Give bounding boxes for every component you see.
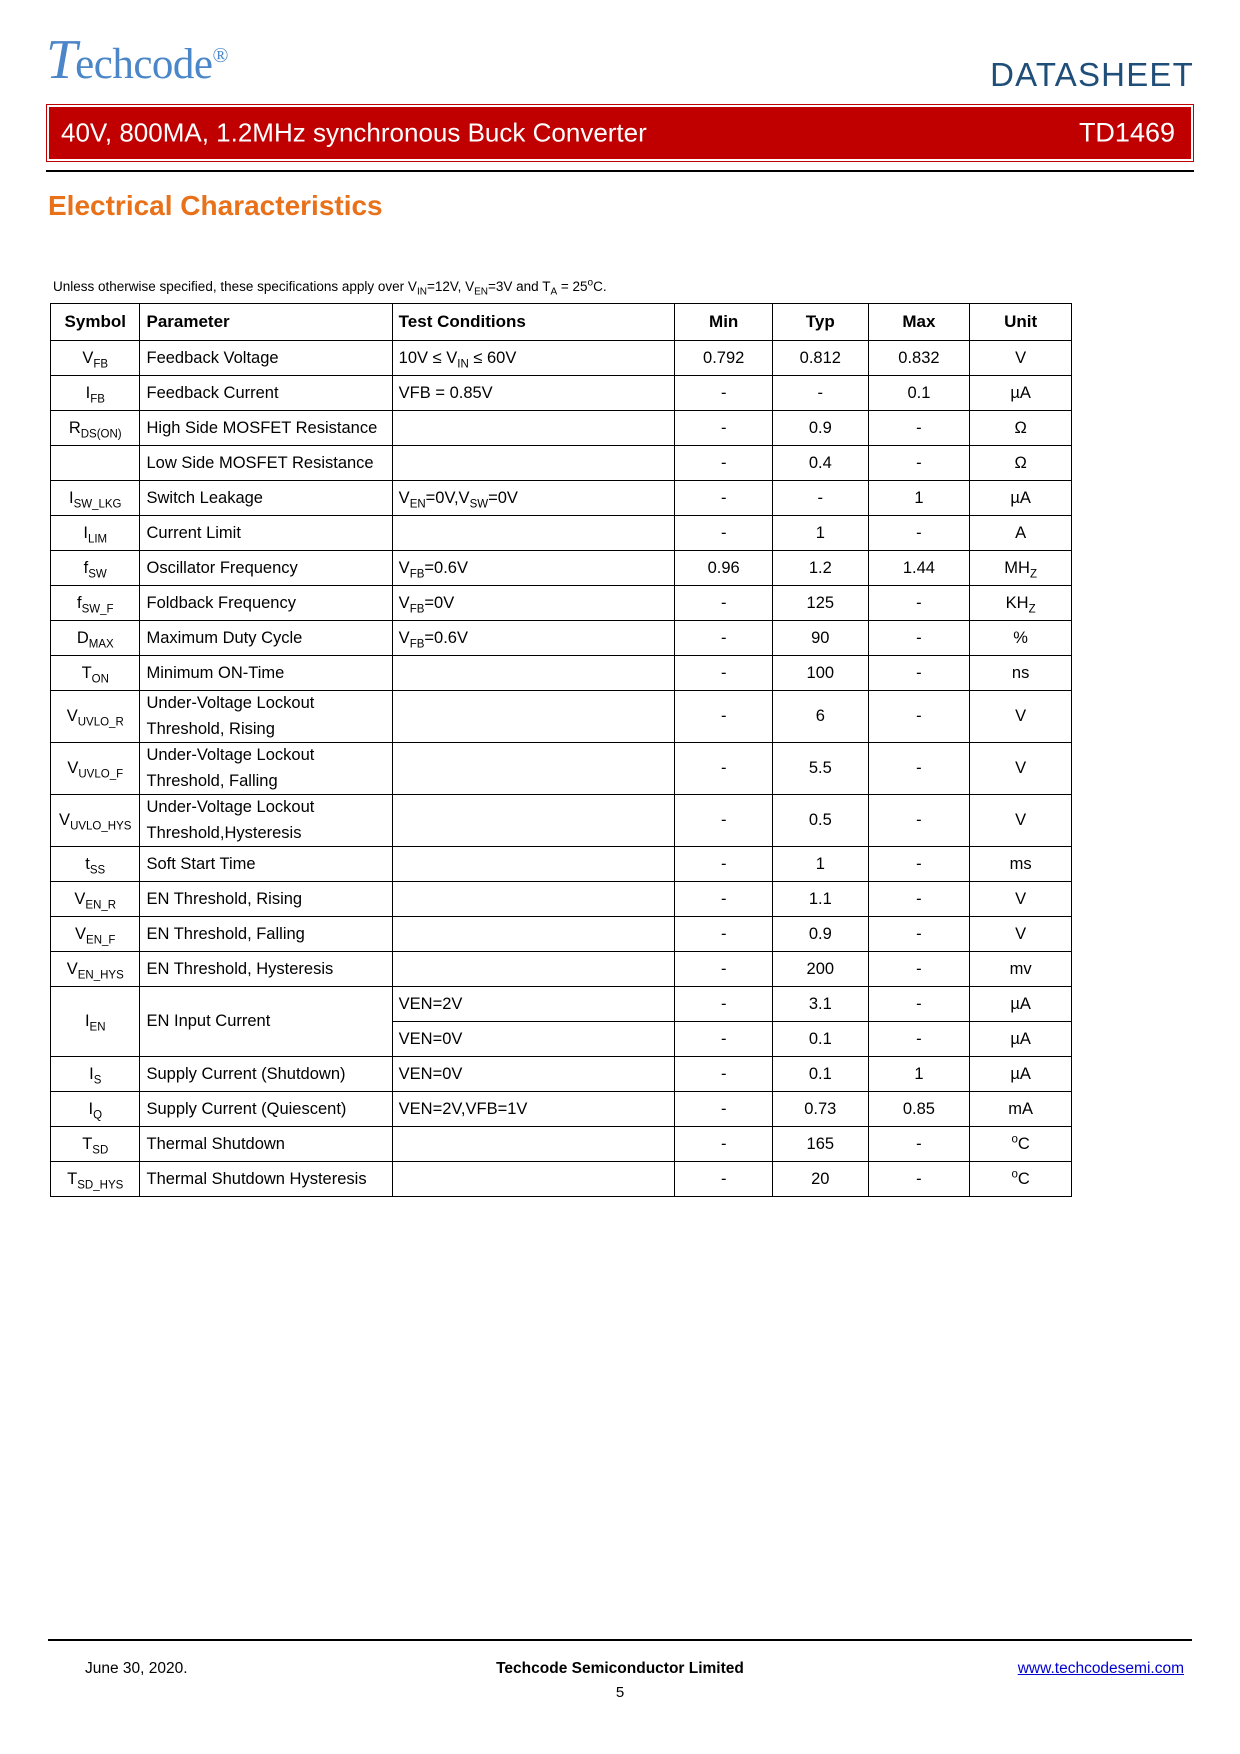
column-header-parameter: Parameter (140, 304, 392, 341)
cell-test-conditions (392, 1162, 675, 1197)
cell-max: - (868, 586, 970, 621)
column-header-typ: Typ (773, 304, 869, 341)
cell-typ: 0.812 (773, 341, 869, 376)
table-row (51, 917, 1072, 952)
cell-min: - (675, 621, 773, 656)
logo-letter-t: T (46, 29, 76, 91)
table-body (51, 341, 1072, 1197)
table-row (51, 586, 1072, 621)
column-header-max: Max (868, 304, 970, 341)
cell-parameter: Feedback Voltage (140, 341, 392, 376)
cell-max: 0.85 (868, 1092, 970, 1127)
cell-symbol: $T_{ON}$ (51, 656, 140, 691)
cell-max: - (868, 882, 970, 917)
cell-parameter: Feedback Current (140, 376, 392, 411)
table-row (51, 376, 1072, 411)
cell-typ: 0.1 (773, 1022, 869, 1057)
cell-unit: ns (970, 656, 1072, 691)
cell-test-conditions: VFB = 0.85V (392, 376, 675, 411)
cell-unit: µA (970, 1057, 1072, 1092)
column-header-min: Min (675, 304, 773, 341)
cell-max: 1 (868, 481, 970, 516)
table-row (51, 952, 1072, 987)
cell-unit: mv (970, 952, 1072, 987)
cell-typ: 1.2 (773, 551, 869, 586)
cell-unit: V (970, 795, 1072, 847)
cell-unit: µA (970, 376, 1072, 411)
cell-unit: % (970, 621, 1072, 656)
conditions-note: Unless otherwise specified, these specifications apply over $V_{IN}=12V$, $V_{EN}=3V$ and $T_A = 25^oC$. (53, 277, 607, 298)
cell-max: - (868, 621, 970, 656)
cell-unit: $^o$C (970, 1127, 1072, 1162)
cell-test-conditions: $V_{FB}=0.6V$ (392, 621, 675, 656)
cell-parameter: EN Threshold, Hysteresis (140, 952, 392, 987)
table-row (51, 847, 1072, 882)
cell-typ: 90 (773, 621, 869, 656)
cell-typ: 1 (773, 516, 869, 551)
cell-max: - (868, 1022, 970, 1057)
cell-parameter: Under-Voltage Lockout Threshold,Hysteresis (140, 795, 392, 847)
page-footer (48, 1654, 1192, 1714)
table-row (51, 987, 1072, 1022)
cell-symbol: $t_{SS}$ (51, 847, 140, 882)
table-row (51, 1162, 1072, 1197)
cell-parameter: Supply Current (Shutdown) (140, 1057, 392, 1092)
cell-test-conditions (392, 952, 675, 987)
cell-test-conditions: VEN=0V (392, 1022, 675, 1057)
cell-min: - (675, 743, 773, 795)
cell-test-conditions (392, 691, 675, 743)
table-header-row (51, 304, 1072, 341)
page-number: 5 (615, 1684, 625, 1701)
cell-parameter: Under-Voltage Lockout Threshold, Falling (140, 743, 392, 795)
cell-typ: 1.1 (773, 882, 869, 917)
cell-test-conditions (392, 411, 675, 446)
product-title: 40V, 800MA, 1.2MHz synchronous Buck Converter (61, 117, 647, 148)
table-row (51, 446, 1072, 481)
cell-test-conditions (392, 1127, 675, 1162)
cell-symbol: $I_Q$ (51, 1092, 140, 1127)
cell-max: - (868, 516, 970, 551)
cell-min: - (675, 376, 773, 411)
table-row (51, 743, 1072, 795)
cell-symbol: $V_{UVLO\_HYS}$ (51, 795, 140, 847)
cell-symbol: $I_S$ (51, 1057, 140, 1092)
cell-test-conditions (392, 656, 675, 691)
cell-min: - (675, 656, 773, 691)
cell-unit: V (970, 743, 1072, 795)
cell-max: - (868, 656, 970, 691)
document-type-label: DATASHEET (990, 56, 1194, 93)
cell-unit: $^o$C (970, 1162, 1072, 1197)
cell-parameter: Thermal Shutdown Hysteresis (140, 1162, 392, 1197)
cell-unit: $MH_Z$ (970, 551, 1072, 586)
cell-min: - (675, 1022, 773, 1057)
cell-parameter: Minimum ON-Time (140, 656, 392, 691)
cell-symbol: $I_{FB}$ (51, 376, 140, 411)
cell-max: - (868, 446, 970, 481)
column-header-symbol: Symbol (51, 304, 140, 341)
table-row (51, 691, 1072, 743)
table-row (51, 1127, 1072, 1162)
cell-test-conditions (392, 917, 675, 952)
cell-unit: µA (970, 1022, 1072, 1057)
cell-test-conditions: $V_{FB}=0.6V$ (392, 551, 675, 586)
cell-parameter: Under-Voltage Lockout Threshold, Rising (140, 691, 392, 743)
cell-symbol (51, 446, 140, 481)
cell-max: - (868, 917, 970, 952)
cell-max: - (868, 691, 970, 743)
cell-unit: Ω (970, 411, 1072, 446)
cell-typ: - (773, 376, 869, 411)
cell-min: - (675, 1127, 773, 1162)
cell-test-conditions: $V_{FB}=0V$ (392, 586, 675, 621)
cell-symbol: $V_{EN\_F}$ (51, 917, 140, 952)
cell-min: - (675, 1162, 773, 1197)
cell-test-conditions (392, 847, 675, 882)
table-row (51, 656, 1072, 691)
cell-typ: 200 (773, 952, 869, 987)
cell-max: - (868, 795, 970, 847)
cell-max: - (868, 847, 970, 882)
cell-symbol: $I_{LIM}$ (51, 516, 140, 551)
cell-test-conditions (392, 516, 675, 551)
cell-symbol: $f_{SW}$ (51, 551, 140, 586)
table-row (51, 621, 1072, 656)
cell-max: - (868, 743, 970, 795)
page-header (46, 29, 1194, 93)
cell-max: - (868, 411, 970, 446)
footer-divider (48, 1639, 1192, 1641)
cell-parameter: Soft Start Time (140, 847, 392, 882)
cell-symbol: $V_{UVLO\_F}$ (51, 743, 140, 795)
cell-min: - (675, 516, 773, 551)
cell-typ: 125 (773, 586, 869, 621)
column-header-unit: Unit (970, 304, 1072, 341)
cell-min: - (675, 446, 773, 481)
cell-parameter: Thermal Shutdown (140, 1127, 392, 1162)
cell-test-conditions: VEN=0V (392, 1057, 675, 1092)
cell-test-conditions: $10V \le V_{IN} \le 60V$ (392, 341, 675, 376)
cell-typ: 3.1 (773, 987, 869, 1022)
cell-symbol: $V_{EN\_HYS}$ (51, 952, 140, 987)
cell-typ: 0.4 (773, 446, 869, 481)
cell-typ: 0.9 (773, 411, 869, 446)
section-heading: Electrical Characteristics (48, 190, 383, 221)
cell-test-conditions (392, 882, 675, 917)
cell-parameter: EN Threshold, Falling (140, 917, 392, 952)
table-row (51, 795, 1072, 847)
cell-typ: 0.9 (773, 917, 869, 952)
cell-test-conditions (392, 743, 675, 795)
cell-min: - (675, 1092, 773, 1127)
table-row (51, 882, 1072, 917)
cell-unit: V (970, 882, 1072, 917)
cell-max: 1 (868, 1057, 970, 1092)
electrical-characteristics-table (50, 303, 1072, 1197)
cell-unit: µA (970, 987, 1072, 1022)
cell-parameter: EN Input Current (140, 987, 392, 1057)
cell-symbol: $I_{EN}$ (51, 987, 140, 1057)
cell-typ: 100 (773, 656, 869, 691)
cell-min: - (675, 987, 773, 1022)
cell-symbol: $V_{FB}$ (51, 341, 140, 376)
cell-unit: µA (970, 481, 1072, 516)
cell-test-conditions (392, 446, 675, 481)
cell-symbol: $f_{SW\_F}$ (51, 586, 140, 621)
cell-unit: ms (970, 847, 1072, 882)
cell-min: - (675, 882, 773, 917)
logo-wordmark: echcode (75, 41, 213, 88)
cell-unit: V (970, 341, 1072, 376)
cell-typ: 1 (773, 847, 869, 882)
cell-parameter: Maximum Duty Cycle (140, 621, 392, 656)
cell-max: - (868, 987, 970, 1022)
cell-unit: V (970, 917, 1072, 952)
column-header-test-conditions: Test Conditions (392, 304, 675, 341)
cell-unit: V (970, 691, 1072, 743)
cell-typ: 0.1 (773, 1057, 869, 1092)
cell-symbol: $I_{SW\_LKG}$ (51, 481, 140, 516)
footer-date: June 30, 2020. (85, 1660, 188, 1677)
cell-typ: 0.5 (773, 795, 869, 847)
cell-symbol: $T_{SD\_HYS}$ (51, 1162, 140, 1197)
table-row (51, 551, 1072, 586)
cell-symbol: $V_{EN\_R}$ (51, 882, 140, 917)
cell-unit: $KH_Z$ (970, 586, 1072, 621)
cell-max: 0.1 (868, 376, 970, 411)
cell-min: 0.96 (675, 551, 773, 586)
cell-typ: 20 (773, 1162, 869, 1197)
cell-min: - (675, 795, 773, 847)
table-header (51, 304, 1072, 341)
cell-max: - (868, 1162, 970, 1197)
cell-typ: 6 (773, 691, 869, 743)
table-row (51, 516, 1072, 551)
cell-min: 0.792 (675, 341, 773, 376)
cell-test-conditions (392, 795, 675, 847)
cell-parameter: Supply Current (Quiescent) (140, 1092, 392, 1127)
cell-min: - (675, 481, 773, 516)
cell-max: 1.44 (868, 551, 970, 586)
table-row (51, 341, 1072, 376)
cell-max: - (868, 1127, 970, 1162)
cell-min: - (675, 691, 773, 743)
cell-typ: 5.5 (773, 743, 869, 795)
cell-typ: - (773, 481, 869, 516)
cell-min: - (675, 952, 773, 987)
cell-parameter: Oscillator Frequency (140, 551, 392, 586)
cell-unit: mA (970, 1092, 1072, 1127)
cell-typ: 0.73 (773, 1092, 869, 1127)
cell-symbol: $D_{MAX}$ (51, 621, 140, 656)
website-link[interactable]: www.techcodesemi.com (1017, 1660, 1184, 1677)
cell-min: - (675, 847, 773, 882)
cell-min: - (675, 411, 773, 446)
table-row (51, 1057, 1072, 1092)
cell-test-conditions: VEN=2V (392, 987, 675, 1022)
cell-parameter: Foldback Frequency (140, 586, 392, 621)
techcode-logo (46, 29, 229, 91)
cell-parameter: Switch Leakage (140, 481, 392, 516)
cell-symbol: $T_{SD}$ (51, 1127, 140, 1162)
header-divider (46, 170, 1194, 172)
cell-typ: 165 (773, 1127, 869, 1162)
registered-trademark-icon: ® (212, 43, 229, 67)
cell-min: - (675, 1057, 773, 1092)
cell-unit: A (970, 516, 1072, 551)
cell-min: - (675, 917, 773, 952)
cell-parameter: High Side MOSFET Resistance (140, 411, 392, 446)
cell-parameter: Low Side MOSFET Resistance (140, 446, 392, 481)
part-number: TD1469 (1078, 117, 1175, 148)
cell-parameter: EN Threshold, Rising (140, 882, 392, 917)
table-row (51, 481, 1072, 516)
title-banner (46, 104, 1194, 162)
cell-min: - (675, 586, 773, 621)
cell-test-conditions: VEN=2V,VFB=1V (392, 1092, 675, 1127)
cell-symbol: $R_{DS(ON)}$ (51, 411, 140, 446)
cell-parameter: Current Limit (140, 516, 392, 551)
cell-max: - (868, 952, 970, 987)
table-row (51, 1092, 1072, 1127)
footer-company: Techcode Semiconductor Limited (496, 1660, 744, 1677)
cell-symbol: $V_{UVLO\_R}$ (51, 691, 140, 743)
cell-max: 0.832 (868, 341, 970, 376)
cell-unit: Ω (970, 446, 1072, 481)
cell-test-conditions: $V_{EN}=0V,V_{SW}=0V$ (392, 481, 675, 516)
table-row (51, 411, 1072, 446)
